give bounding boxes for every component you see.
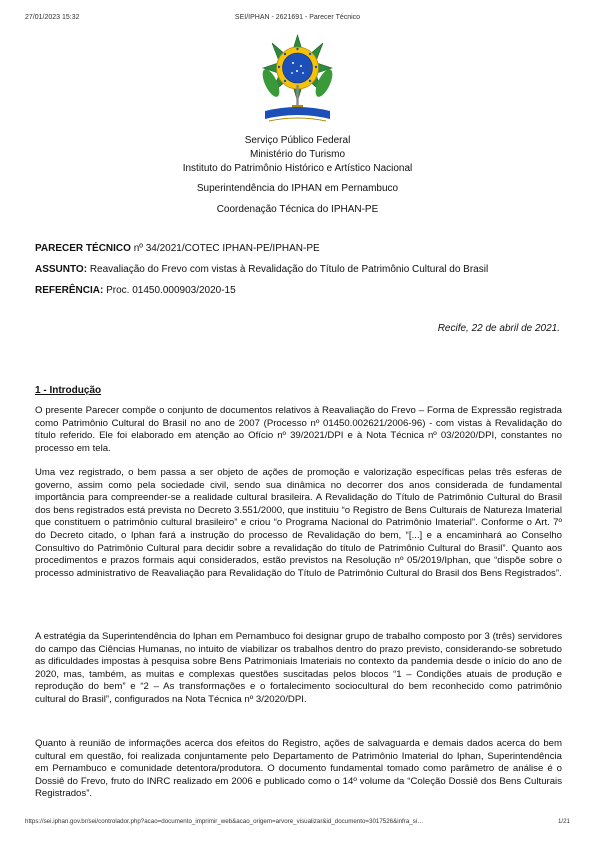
paragraph: Uma vez registrado, o bem passa a ser objeto de ações de promoção e valorização específicas pelas três esferas de governo, assim como pela sociedade civil, sendo sua dinâmica no decorrer dos anos considerada de fundamental importância para compreender-se a realidade cultural brasileira. A Revalidação do Título de Patrimônio Cultural do Brasil dos bens registrados está prevista no Decreto 3.551/2000, que instituiu “o Registro de Bens Culturais de Natureza Imaterial que constituem o patrimônio cultural brasileiro” e criou “o Programa Nacional do Patrimônio Imaterial”. Conforme o Art. 7º do Decreto citado, o Iphan fará a instrução do processo de Revalidação do bem, “[...] e a encaminhará ao Conselho Consultivo do Patrimônio Cultural para decidir sobre a revalidação do título de Patrimônio Cultural do Brasil”. Quanto aos procedimentos e prazos formais aqui considerados, estão previstos na Resolução nº 05/2019/Iphan, que “dispõe sobre o processo administrativo de Reavaliação para Revalidação do Título de Patrimônio Cultural do Brasil dos Bens Registrados”. [35, 467, 562, 579]
org-ministry: Ministério do Turismo [249, 149, 346, 160]
assunto-label: ASSUNTO: [35, 264, 88, 275]
referencia-value: Proc. 01450.000903/2020-15 [103, 285, 236, 296]
date-line: Recife, 22 de abril de 2021. [437, 323, 560, 334]
assunto-value: Reavaliação do Frevo com vistas à Revalidação do Título de Patrimônio Cultural do Brasil [87, 264, 489, 275]
org-coordination: Coordenação Técnica do IPHAN-PE [216, 204, 379, 215]
org-service: Serviço Público Federal [244, 135, 351, 146]
assunto-line [35, 264, 488, 275]
section-title: 1 - Introdução [35, 385, 102, 396]
paragraph: Quanto à reunião de informações acerca dos efeitos do Registro, ações de salvaguarda e demais dados acerca do bem cultural em questão, foi realizada conjuntamente pelo Departamento de Patrimônio Imaterial do Iphan, Superintendência em Pernambuco e comunidade detentora/produtora. O documento fundamental tomado como parâmetro de análise é o Dossiê do Frevo, fruto do INRC realizado em 2006 e publicado como o 14º volume da “Coleção Dossiê dos Bens Culturais Registrados”. [35, 738, 562, 800]
brasao-coat-of-arms-icon [259, 33, 336, 125]
referencia-label: REFERÊNCIA: [35, 285, 104, 296]
org-superintendence: Superintendência do IPHAN em Pernambuco [196, 183, 399, 194]
print-datetime: 27/01/2023 15:32 [25, 14, 80, 21]
paragraph: O presente Parecer compõe o conjunto de documentos relativos à Reavaliação do Frevo – Forma de Expressão registrada como Patrimônio Cultural do Brasil no ano de 2007 (Processo nº 01450.002621/2006-96) - com vistas à Revalidação do título referido. Ele foi elaborado em atenção ao Ofício nº 39/2021/DPI e à Nota Técnica nº 03/2020/DPI, constantes no processo em tela. [35, 405, 562, 454]
parecer-label: PARECER TÉCNICO [35, 243, 131, 254]
print-title: SEI/IPHAN - 2621691 - Parecer Técnico [234, 14, 361, 21]
page-number: 1/21 [557, 818, 570, 825]
parecer-line [35, 243, 320, 254]
parecer-value: nº 34/2021/COTEC IPHAN-PE/IPHAN-PE [130, 243, 320, 254]
referencia-line [35, 285, 236, 296]
print-url: https://sei.iphan.gov.br/sei/controlador.php?acao=documento_imprimir_web&acao_origem=arvore_visualizar&id_documento=3017526&infra_si… [25, 818, 424, 825]
paragraph: A estratégia da Superintendência do Iphan em Pernambuco foi designar grupo de trabalho composto por 3 (três) servidores do campo das Ciências Humanas, no intuito de viabilizar os trabalhos dentro do prazo previsto, considerando-se sobretudo as dificuldades impostas à pesquisa sobre Bens Patrimoniais Imateriais no contexto da pandemia desde o início do ano de 2020, mas, também, as muitas e complexas questões suscitadas pelos blocos “1 – Condições atuais de produção e reprodução do bem” e “2 – As transformações e o fortalecimento sociocultural do bem reconhecido como patrimônio cultural do Brasil”, configurados na Nota Técnica nº 3/2020/DPI. [35, 631, 562, 705]
org-institute: Instituto do Patrimônio Histórico e Artístico Nacional [182, 163, 413, 174]
